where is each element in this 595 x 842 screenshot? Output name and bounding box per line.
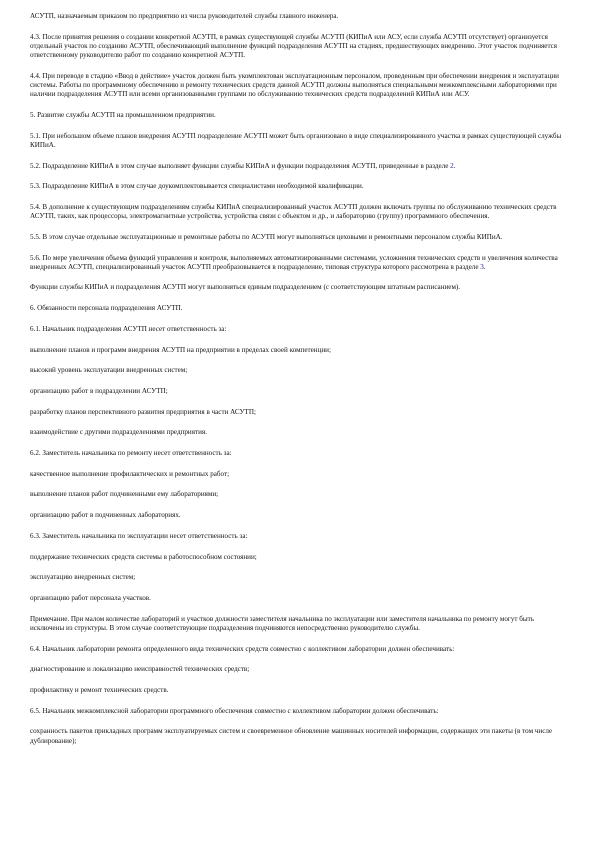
paragraph-text: выполнение планов и программ внедрения АСУТП на предприятии в пределах своей компетенции; — [30, 345, 331, 354]
paragraph — [30, 12, 569, 21]
paragraph — [30, 707, 569, 716]
section-reference-link[interactable]: 2 — [450, 161, 454, 170]
paragraph-text: 5.2. Подразделение КИПиА в этом случае выполняет функции службы КИПиА и функции подразделения АСУТП, приведенные в разделе — [30, 161, 451, 170]
paragraph-text: поддержание технических средств системы в работоспособном состоянии; — [30, 552, 257, 561]
paragraph-text: 4.4. При переводе в стадию «Ввод в действие» участок должен быть укомплектован эксплуатационным персоналом, проведенным при обеспечении внедрения и эксплуатации системы. Работы по программному обеспечению и ремонту технических средств данной АСУТП должны выполняться специальными межкомплексными лабораториями при наличии подразделения АСУТП или всеми организованными группами по обслуживанию технических средств подразделений КИПиА или АСУ. — [30, 71, 559, 99]
paragraph — [30, 594, 569, 603]
paragraph — [30, 304, 569, 313]
paragraph — [30, 686, 569, 695]
paragraph — [30, 645, 569, 654]
paragraph-text: организацию работ в подразделении АСУТП; — [30, 386, 168, 395]
paragraph — [30, 72, 569, 100]
paragraph — [30, 325, 569, 334]
paragraph-text: взаимодействие с другими подразделениями предприятия. — [30, 428, 207, 437]
paragraph-text: 6.1. Начальник подразделения АСУТП несет ответственность за: — [30, 324, 227, 333]
paragraph-text: высокий уровень эксплуатации внедренных систем; — [30, 366, 188, 375]
paragraph — [30, 727, 569, 745]
paragraph — [30, 532, 569, 541]
paragraph-text: разработку планов перспективного развития предприятия в части АСУТП; — [30, 407, 256, 416]
paragraph-text: диагностирование и локализацию неисправностей технических средств; — [30, 665, 250, 674]
paragraph — [30, 449, 569, 458]
paragraph-text: 5.1. При небольшом объеме планов внедрения АСУТП подразделение АСУТП может быть организовано в виде специализированного участка в рамках существующей службы КИПиА. — [30, 131, 562, 149]
paragraph — [30, 162, 569, 171]
paragraph-text: Примечание. При малом количестве лабораторий и участков должности заместителя начальника по эксплуатации или заместителя начальника по ремонту могут быть исключены из структуры. В этом случае соответствующие подразделения подчиняются непосредственно руководителю службы. — [30, 614, 534, 632]
section-reference-link[interactable]: 3 — [480, 262, 484, 271]
paragraph — [30, 490, 569, 499]
paragraph-text: выполнение планов работ подчиненными ему лабораториями; — [30, 490, 219, 499]
paragraph-text: 6.2. Заместитель начальника по ремонту несет ответственность за: — [30, 449, 232, 458]
paragraph — [30, 665, 569, 674]
paragraph-tail: . — [453, 161, 456, 170]
paragraph-text: качественное выполнение профилактических и ремонтных работ; — [30, 469, 230, 478]
paragraph — [30, 132, 569, 150]
paragraph-text: организацию работ персонала участков. — [30, 594, 151, 602]
paragraph — [30, 33, 569, 61]
paragraph-text: 5. Развитие службы АСУТП на промышленном предприятии. — [30, 110, 216, 119]
paragraph-text: Функции службы КИПиА и подразделения АСУТП могут выполняться единым подразделением (с соответствующим штатным расписанием). — [30, 283, 461, 292]
paragraph — [30, 511, 569, 520]
paragraph — [30, 233, 569, 242]
paragraph-text: эксплуатацию внедренных систем; — [30, 573, 136, 582]
paragraph — [30, 203, 569, 221]
paragraph — [30, 111, 569, 120]
paragraph-text: 5.6. По мере увеличения объема функций управления и контроля, выполняемых автоматизированными системами, усложнения технических средств и увеличения количества внедренных АСУТП, специализированный участок АСУТП преобразовывается в подразделение, типовая структура которого рассмотрена в разделе — [30, 253, 558, 271]
paragraph-text: 5.4. В дополнение к существующим подразделениям службы КИПиА специализированный участок АСУТП должен включать группы по обслуживанию технических средств АСУТП, таких, как процессоры, электромагнитные устройства, устройства связи с объектом и др., и лабораторию (группу) программного обеспечения. — [30, 202, 557, 221]
paragraph — [30, 573, 569, 582]
paragraph — [30, 428, 569, 437]
paragraph-text: АСУТП, назначаемым приказом по предприятию из числа руководителей службы главного инженера. — [30, 12, 339, 20]
paragraph-text: сохранность пакетов прикладных программ эксплуатируемых систем и своевременное обновление машинных носителей информации, содержащих эти пакеты (в том числе дублирование); — [30, 727, 553, 745]
paragraph-text: 4.3. После принятия решения о создании конкретной АСУТП, в рамках существующей службы АСУТП (КИПиА или АСУ, если служба АСУТП отсутствует) организуется отдельный участок по созданию АСУТП, обеспечивающий выполнение функций подразделения АСУТП на стадиях, предшествующих внедрению. Этот участок подчиняется ответственному руководителю работ по созданию конкретной АСУТП. — [30, 32, 558, 60]
paragraph — [30, 408, 569, 417]
paragraph-text: 6. Обязанности персонала подразделения АСУТП. — [30, 304, 183, 313]
paragraph-text: 5.3. Подразделение КИПиА в этом случае доукомплектовывается специалистами необходимой квалификации. — [30, 182, 364, 191]
paragraph — [30, 283, 569, 292]
paragraph — [30, 182, 569, 191]
paragraph-text: организацию работ в подчиненных лабораториях. — [30, 511, 181, 520]
paragraph — [30, 254, 569, 272]
paragraph — [30, 470, 569, 479]
paragraph — [30, 615, 569, 633]
paragraph-text: 5.5. В этом случае отдельные эксплуатационные и ремонтные работы по АСУТП могут выполняться цеховыми и ремонтными персоналом службы КИПиА. — [30, 232, 503, 241]
paragraph-tail: . — [483, 262, 486, 271]
paragraph-text: 6.3. Заместитель начальника по эксплуатации несет ответственность за: — [30, 531, 248, 540]
paragraph-text: профилактику и ремонт технических средств. — [30, 686, 169, 695]
paragraph — [30, 346, 569, 355]
paragraph — [30, 553, 569, 562]
paragraph-text: 6.4. Начальник лаборатории ремонта определенного вида технических средств совместно с коллективом лаборатории должен обеспечивать: — [30, 644, 455, 653]
paragraph — [30, 366, 569, 375]
paragraph-text: 6.5. Начальник межкомплексной лаборатории программного обеспечения совместно с коллективом лаборатории должен обеспечивать: — [30, 706, 439, 715]
paragraph — [30, 387, 569, 396]
